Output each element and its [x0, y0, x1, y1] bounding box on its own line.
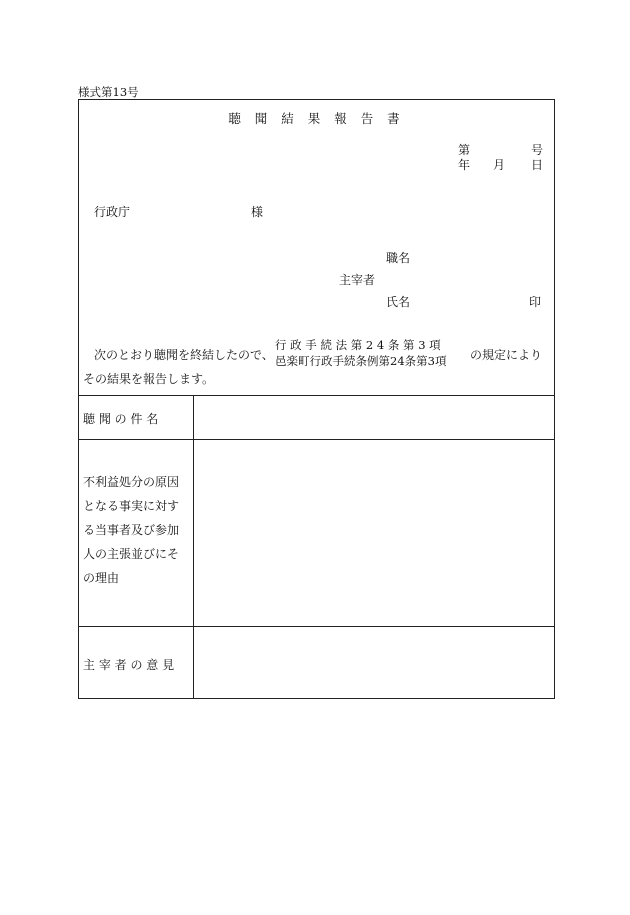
body-prefix: 次のとおり聴聞を終結したので、 [94, 348, 274, 362]
reason-label-line: 不利益処分の原因 [83, 475, 180, 489]
date-month: 月 [493, 158, 506, 172]
reason-label [83, 470, 193, 590]
number-dai: 第 [458, 143, 471, 157]
report-form [78, 99, 555, 699]
reason-label-line: る当事者及び参加 [83, 523, 180, 537]
law-reference-local: 邑楽町行政手続条例第24条第3項 [275, 354, 447, 368]
case-name-field[interactable] [194, 396, 554, 438]
document-title: 聴 聞 結 果 報 告 書 [228, 111, 405, 126]
sender-job-title: 職名 [386, 251, 411, 265]
reason-field[interactable] [194, 440, 554, 625]
reason-label-line: となる事実に対す [83, 499, 180, 513]
seal-mark: 印 [529, 295, 542, 309]
sender-host: 主宰者 [339, 273, 376, 287]
law-reference [275, 337, 446, 369]
date-day: 日 [531, 158, 544, 172]
body-suffix: の規定により [470, 348, 543, 362]
opinion-label: 主 宰 者 の 意 見 [83, 658, 175, 672]
addressee-agency: 行政庁 [94, 205, 131, 219]
opinion-field[interactable] [194, 627, 554, 698]
case-name-label: 聴 聞 の 件 名 [83, 412, 159, 426]
addressee-sama: 様 [251, 205, 264, 219]
number-gou: 号 [531, 143, 544, 157]
reason-label-line: 人の主張並びにそ [83, 547, 180, 561]
sender-name: 氏名 [386, 295, 411, 309]
form-number: 様式第13号 [78, 85, 139, 99]
law-reference-national: 行 政 手 続 法 第 2 4 条 第 3 項 [275, 338, 441, 352]
body-line2: その結果を報告します。 [83, 372, 215, 386]
reason-label-line: の理由 [83, 571, 120, 585]
date-year: 年 [458, 158, 471, 172]
